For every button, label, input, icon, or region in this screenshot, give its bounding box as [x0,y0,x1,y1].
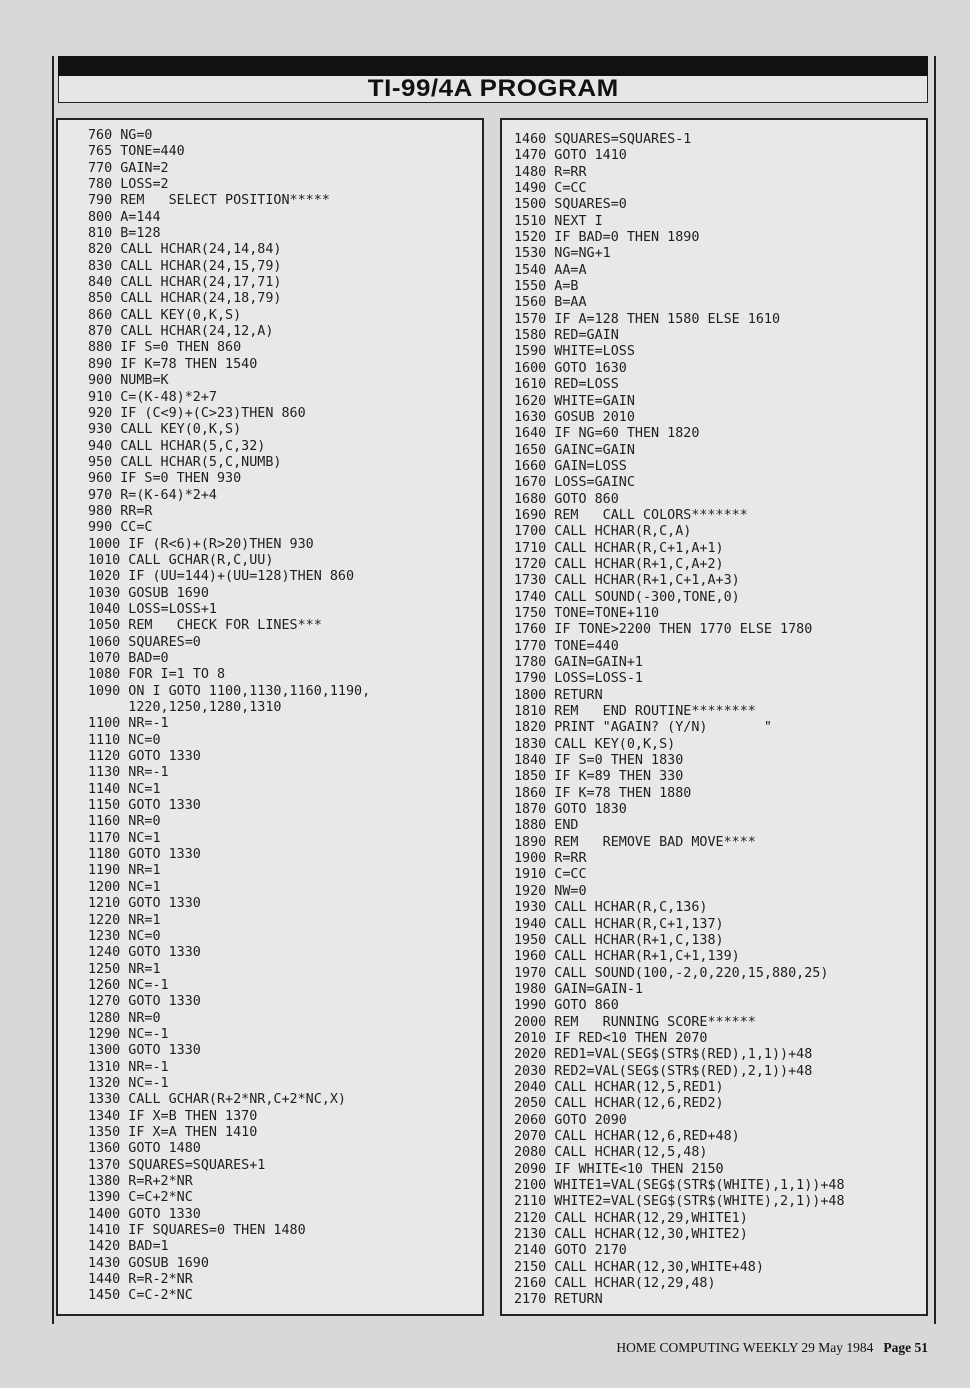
listing-column-right [500,118,928,1316]
code-line: 980 RR=R [88,503,153,519]
code-line: 1350 IF X=A THEN 1410 [88,1124,258,1140]
code-line: 1420 BAD=1 [88,1239,169,1255]
code-line: 1850 IF K=89 THEN 330 [514,769,684,785]
code-line: 1750 TONE=TONE+110 [514,605,660,621]
code-line: 1570 IF A=128 THEN 1580 ELSE 1610 [514,311,781,327]
code-line: 940 CALL HCHAR(5,C,32) [88,438,266,454]
code-line: 1580 RED=GAIN [514,328,619,344]
code-line: 920 IF (C<9)+(C>23)THEN 860 [88,405,306,421]
code-line: 2140 GOTO 2170 [514,1243,627,1259]
code-line: 1940 CALL HCHAR(R,C+1,137) [514,916,724,932]
code-line: 2030 RED2=VAL(SEG$(STR$(RED),2,1))+48 [514,1063,813,1079]
code-line: 1060 SQUARES=0 [88,634,201,650]
code-line: 1050 REM CHECK FOR LINES*** [88,618,322,634]
code-line: 1230 NC=0 [88,928,161,944]
code-line: 1630 GOSUB 2010 [514,409,635,425]
code-line: 1990 GOTO 860 [514,998,619,1014]
code-line: 1220 NR=1 [88,912,161,928]
code-line: 1650 GAINC=GAIN [514,442,635,458]
code-line: 2020 RED1=VAL(SEG$(STR$(RED),1,1))+48 [514,1047,813,1063]
code-line: 800 A=144 [88,209,161,225]
code-line: 1300 GOTO 1330 [88,1043,201,1059]
code-line: 1430 GOSUB 1690 [88,1255,209,1271]
code-line: 1440 R=R-2*NR [88,1272,193,1288]
code-line: 1090 ON I GOTO 1100,1130,1160,1190, [88,683,371,699]
program-listing-right [514,132,845,1309]
code-line: 1780 GAIN=GAIN+1 [514,655,643,670]
code-line: 1210 GOTO 1330 [88,896,201,912]
code-line: 1540 AA=A [514,262,587,278]
code-line: 1120 GOTO 1330 [88,749,201,765]
code-line: 1950 CALL HCHAR(R+1,C,138) [514,932,724,948]
code-line: 1600 GOTO 1630 [514,360,627,376]
code-line: 1130 NR=-1 [88,765,169,781]
code-line: 1900 R=RR [514,851,587,867]
code-line: 2130 CALL HCHAR(12,30,WHITE2) [514,1227,748,1243]
code-line: 930 CALL KEY(0,K,S) [88,422,242,438]
code-line: 2010 IF RED<10 THEN 2070 [514,1030,708,1046]
code-line: 1820 PRINT "AGAIN? (Y/N) " [514,720,772,736]
code-line: 1110 NC=0 [88,732,161,748]
code-line: 970 R=(K-64)*2+4 [88,487,217,503]
code-line: 2110 WHITE2=VAL(SEG$(STR$(WHITE),2,1))+48 [514,1194,845,1210]
code-line: 2040 CALL HCHAR(12,5,RED1) [514,1079,724,1095]
code-line: 960 IF S=0 THEN 930 [88,471,242,487]
code-line: 870 CALL HCHAR(24,12,A) [88,324,274,340]
code-line: 950 CALL HCHAR(5,C,NUMB) [88,454,282,470]
code-line: 1410 IF SQUARES=0 THEN 1480 [88,1223,306,1239]
code-line: 790 REM SELECT POSITION***** [88,193,330,209]
code-line: 1860 IF K=78 THEN 1880 [514,785,692,801]
code-line: 1530 NG=NG+1 [514,246,611,262]
code-line: 1450 C=C-2*NC [88,1288,193,1304]
code-line: 1460 SQUARES=SQUARES-1 [514,132,692,147]
code-line: 1490 C=CC [514,181,587,197]
code-line: 1790 LOSS=LOSS-1 [514,671,643,687]
code-line: 1560 B=AA [514,295,587,311]
code-line: 2170 RETURN [514,1292,603,1308]
code-line: 1030 GOSUB 1690 [88,585,209,601]
code-line: 840 CALL HCHAR(24,17,71) [88,275,282,291]
code-line: 1220,1250,1280,1310 [88,700,282,716]
code-line: 1770 TONE=440 [514,638,619,654]
code-line: 1100 NR=-1 [88,716,169,732]
code-line: 1910 C=CC [514,867,587,883]
code-line: 1730 CALL HCHAR(R+1,C+1,A+3) [514,573,740,589]
code-line: 1270 GOTO 1330 [88,994,201,1010]
code-line: 1520 IF BAD=0 THEN 1890 [514,230,700,246]
listing-column-left [56,118,484,1316]
code-line: 1390 C=C+2*NC [88,1190,193,1206]
code-line: 820 CALL HCHAR(24,14,84) [88,242,282,258]
code-line: 2050 CALL HCHAR(12,6,RED2) [514,1096,724,1112]
code-line: 1830 CALL KEY(0,K,S) [514,736,676,752]
code-line: 1380 R=R+2*NR [88,1174,193,1189]
code-line: 1610 RED=LOSS [514,377,619,393]
code-line: 1250 NR=1 [88,961,161,977]
code-line: 1480 R=RR [514,164,587,180]
code-line: 765 TONE=440 [88,144,185,160]
page-title: TI-99/4A PROGRAM [367,75,619,102]
program-listing-left [88,128,370,1305]
code-line: 1880 END [514,818,579,834]
publication-line: HOME COMPUTING WEEKLY 29 May 1984 [616,1340,874,1355]
code-line: 1980 GAIN=GAIN-1 [514,981,643,997]
code-line: 1710 CALL HCHAR(R,C+1,A+1) [514,540,724,556]
code-line: 1290 NC=-1 [88,1026,169,1042]
code-line: 830 CALL HCHAR(24,15,79) [88,258,282,274]
page-number: Page 51 [883,1340,928,1355]
code-line: 1800 RETURN [514,687,603,703]
code-line: 1310 NR=-1 [88,1059,169,1075]
code-line: 1360 GOTO 1480 [88,1141,201,1157]
code-line: 1170 NC=1 [88,830,161,846]
code-line: 2000 REM RUNNING SCORE****** [514,1014,756,1030]
code-line: 1010 CALL GCHAR(R,C,UU) [88,552,274,568]
code-line: 1500 SQUARES=0 [514,197,627,213]
code-line: 1080 FOR I=1 TO 8 [88,667,226,683]
header-title-box [58,76,928,103]
code-line: 1470 GOTO 1410 [514,148,627,164]
code-line: 1510 NEXT I [514,213,603,229]
code-line: 1960 CALL HCHAR(R+1,C+1,139) [514,949,740,965]
code-line: 770 GAIN=2 [88,160,169,176]
code-line: 1840 IF S=0 THEN 1830 [514,753,684,769]
code-line: 810 B=128 [88,226,161,242]
page-footer [616,1340,928,1356]
code-line: 2150 CALL HCHAR(12,30,WHITE+48) [514,1259,764,1275]
code-line: 2080 CALL HCHAR(12,5,48) [514,1145,708,1161]
code-line: 1400 GOTO 1330 [88,1206,201,1222]
code-line: 1370 SQUARES=SQUARES+1 [88,1157,266,1173]
code-line: 1700 CALL HCHAR(R,C,A) [514,524,692,540]
code-line: 2100 WHITE1=VAL(SEG$(STR$(WHITE),1,1))+48 [514,1178,845,1193]
code-line: 1150 GOTO 1330 [88,798,201,814]
code-line: 2120 CALL HCHAR(12,29,WHITE1) [514,1210,748,1226]
code-line: 1330 CALL GCHAR(R+2*NR,C+2*NC,X) [88,1092,346,1108]
code-line: 1740 CALL SOUND(-300,TONE,0) [514,589,740,605]
code-line: 1670 LOSS=GAINC [514,475,635,491]
code-line: 1320 NC=-1 [88,1075,169,1091]
code-line: 900 NUMB=K [88,373,169,389]
code-line: 1340 IF X=B THEN 1370 [88,1108,258,1124]
code-line: 1040 LOSS=LOSS+1 [88,601,217,617]
code-line: 1920 NW=0 [514,883,587,899]
code-line: 1970 CALL SOUND(100,-2,0,220,15,880,25) [514,965,829,981]
code-line: 1680 GOTO 860 [514,491,619,507]
code-line: 1190 NR=1 [88,863,161,879]
code-line: 910 C=(K-48)*2+7 [88,389,217,405]
code-line: 1660 GAIN=LOSS [514,458,627,474]
code-line: 1160 NR=0 [88,814,161,830]
code-line: 880 IF S=0 THEN 860 [88,340,242,356]
code-line: 760 NG=0 [88,128,153,143]
code-line: 1760 IF TONE>2200 THEN 1770 ELSE 1780 [514,622,813,638]
code-line: 1200 NC=1 [88,879,161,895]
code-line: 1690 REM CALL COLORS******* [514,507,748,523]
code-line: 1810 REM END ROUTINE******** [514,704,756,720]
code-line: 890 IF K=78 THEN 1540 [88,356,258,372]
code-line: 1620 WHITE=GAIN [514,393,635,409]
code-line: 1870 GOTO 1830 [514,802,627,818]
code-line: 2090 IF WHITE<10 THEN 2150 [514,1161,724,1177]
code-line: 1000 IF (R<6)+(R>20)THEN 930 [88,536,314,552]
code-line: 1240 GOTO 1330 [88,945,201,961]
code-line: 1140 NC=1 [88,781,161,797]
code-line: 1720 CALL HCHAR(R+1,C,A+2) [514,556,724,572]
code-line: 1890 REM REMOVE BAD MOVE**** [514,834,756,850]
code-line: 1070 BAD=0 [88,651,169,666]
header-bar [58,56,928,76]
code-line: 860 CALL KEY(0,K,S) [88,307,242,323]
code-line: 1590 WHITE=LOSS [514,344,635,360]
code-line: 1550 A=B [514,279,579,295]
code-line: 1640 IF NG=60 THEN 1820 [514,426,700,442]
code-line: 2070 CALL HCHAR(12,6,RED+48) [514,1128,740,1144]
code-line: 1260 NC=-1 [88,977,169,993]
code-line: 1280 NR=0 [88,1010,161,1026]
code-line: 780 LOSS=2 [88,177,169,193]
code-line: 1930 CALL HCHAR(R,C,136) [514,900,708,916]
code-line: 990 CC=C [88,520,153,536]
code-line: 1020 IF (UU=144)+(UU=128)THEN 860 [88,569,355,585]
code-line: 2160 CALL HCHAR(12,29,48) [514,1276,716,1292]
code-line: 1180 GOTO 1330 [88,847,201,863]
code-line: 2060 GOTO 2090 [514,1112,627,1128]
code-line: 850 CALL HCHAR(24,18,79) [88,291,282,307]
